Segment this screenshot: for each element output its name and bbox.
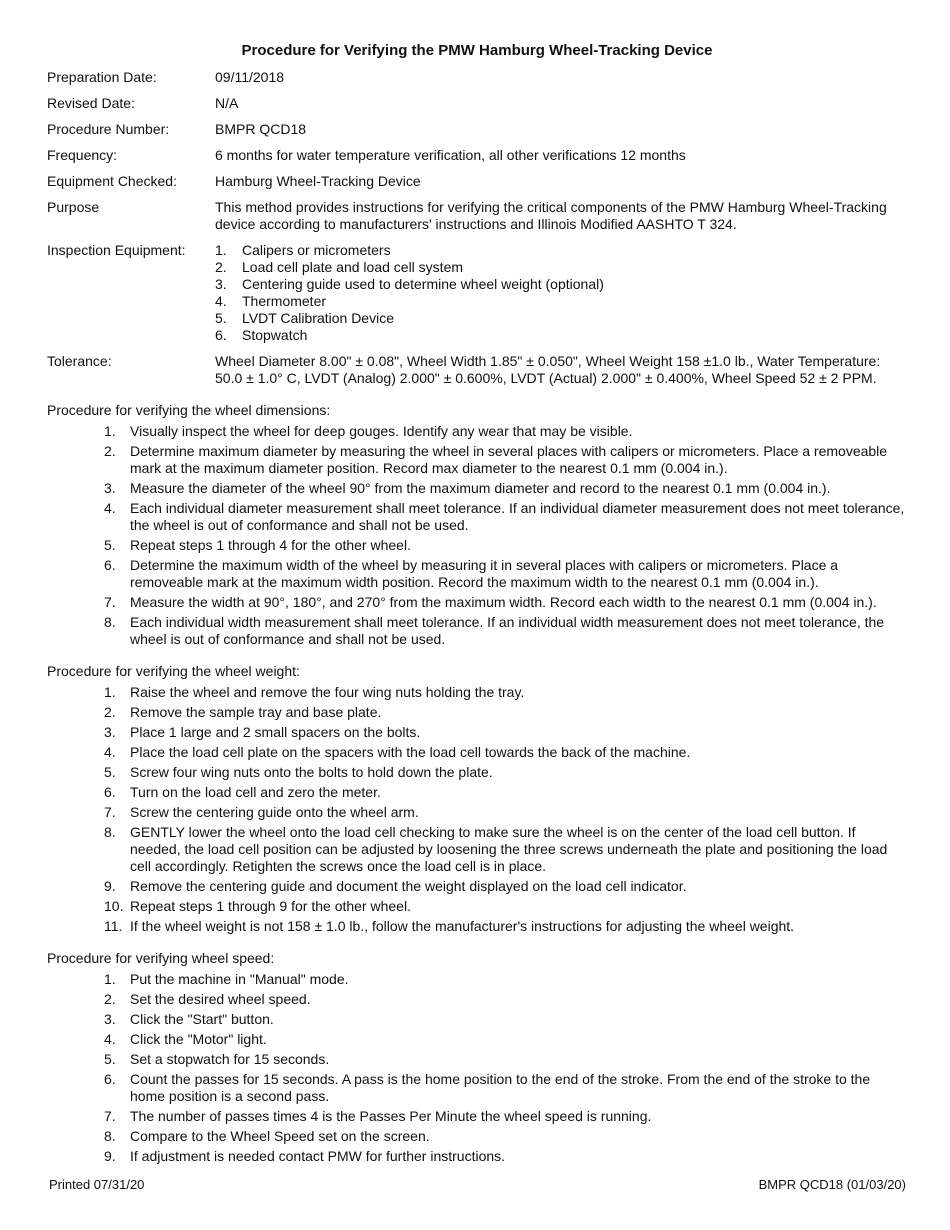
step-text: Remove the sample tray and base plate.: [130, 704, 382, 720]
meta-tolerance: [47, 353, 907, 387]
section-heading: Procedure for verifying the wheel dimensions:: [47, 402, 331, 418]
step-item: 8. Compare to the Wheel Speed set on the screen.: [47, 1128, 907, 1145]
step-text: Place 1 large and 2 small spacers on the bolts.: [130, 724, 421, 740]
step-item: 10. Repeat steps 1 through 9 for the other wheel.: [47, 898, 907, 915]
document-title: Procedure for Verifying the PMW Hamburg Wheel-Tracking Device: [241, 42, 713, 59]
step-item: 5. Set a stopwatch for 15 seconds.: [47, 1051, 907, 1068]
step-item: 1. Put the machine in "Manual" mode.: [47, 971, 907, 988]
meta-inspection-equipment: [47, 242, 907, 344]
section-wheel-weight: [47, 663, 907, 935]
meta-label: Frequency:: [47, 147, 118, 163]
step-text: Raise the wheel and remove the four wing nuts holding the tray.: [130, 684, 525, 700]
section-heading: Procedure for verifying the wheel weight:: [47, 663, 300, 679]
list-item-text: Centering guide used to determine wheel weight (optional): [242, 276, 604, 292]
step-text: Visually inspect the wheel for deep gouges. Identify any wear that may be visible.: [130, 423, 633, 439]
meta-value: This method provides instructions for verifying the critical components of the PMW Hamburg Wheel-Tracking device according to manufacturers' instructions and Illinois Modified AASHTO T 324.: [215, 199, 887, 232]
step-item: 8. GENTLY lower the wheel onto the load cell checking to make sure the wheel is on the center of the load cell button. If needed, the load cell position can be adjusted by loosening the three screws underneath the plate and positioning the load cell accordingly. Retighten the screws once the load cell is in place.: [47, 824, 907, 875]
meta-value: 6 months for water temperature verification, all other verifications 12 months: [215, 147, 686, 163]
list-item: 5. LVDT Calibration Device: [215, 310, 394, 326]
step-item: 9. Remove the centering guide and document the weight displayed on the load cell indicator.: [47, 878, 907, 895]
step-item: 4. Each individual diameter measurement shall meet tolerance. If an individual diameter measurement does not meet tolerance, the wheel is out of conformance and shall not be used.: [47, 500, 907, 534]
meta-equipment-checked: [47, 173, 907, 190]
step-item: 5. Repeat steps 1 through 4 for the other wheel.: [47, 537, 907, 554]
list-item: 4. Thermometer: [215, 293, 327, 309]
step-text: The number of passes times 4 is the Passes Per Minute the wheel speed is running.: [130, 1108, 652, 1124]
list-item: 3. Centering guide used to determine wheel weight (optional): [215, 276, 604, 292]
step-text: Place the load cell plate on the spacers with the load cell towards the back of the machine.: [130, 744, 691, 760]
steps-list: [47, 684, 907, 935]
list-item: 2. Load cell plate and load cell system: [215, 259, 464, 275]
step-item: 7. Measure the width at 90°, 180°, and 270° from the maximum width. Record each width to the nearest 0.1 mm (0.004 in.).: [47, 594, 907, 611]
meta-preparation-date: [47, 69, 907, 86]
step-item: 6. Count the passes for 15 seconds. A pass is the home position to the end of the stroke. From the end of the stroke to the home position is a second pass.: [47, 1071, 907, 1105]
list-item: 1. Calipers or micrometers: [215, 242, 391, 258]
steps-list: [47, 971, 907, 1165]
steps-list: [47, 423, 907, 648]
meta-value: Hamburg Wheel-Tracking Device: [215, 173, 421, 189]
meta-label: Revised Date:: [47, 95, 135, 111]
meta-revised-date: [47, 95, 907, 112]
step-text: Determine the maximum width of the wheel by measuring it in several places with calipers or micrometers. Place a removeable mark at the maximum width position. Record the maximum width to the nearest 0.1 mm (0.004 in.).: [130, 557, 839, 590]
list-item: 6. Stopwatch: [215, 327, 308, 343]
step-text: Click the "Motor" light.: [130, 1031, 267, 1047]
step-text: Measure the width at 90°, 180°, and 270° from the maximum width. Record each width to the nearest 0.1 mm (0.004 in.).: [130, 594, 877, 610]
step-text: Each individual width measurement shall meet tolerance. If an individual width measurement does not meet tolerance, the wheel is out of conformance and shall not be used.: [130, 614, 885, 647]
step-item: 7. Screw the centering guide onto the wheel arm.: [47, 804, 907, 821]
step-text: Repeat steps 1 through 9 for the other wheel.: [130, 898, 411, 914]
step-item: 2. Determine maximum diameter by measuring the wheel in several places with calipers or micrometers. Place a removeable mark at the maximum diameter position. Record max diameter to the nearest 0.1 mm (0.004 in.).: [47, 443, 907, 477]
meta-label: Procedure Number:: [47, 121, 170, 137]
page-footer: [49, 1176, 906, 1193]
step-item: 8. Each individual width measurement shall meet tolerance. If an individual width measurement does not meet tolerance, the wheel is out of conformance and shall not be used.: [47, 614, 907, 648]
step-text: Repeat steps 1 through 4 for the other wheel.: [130, 537, 411, 553]
step-text: Set a stopwatch for 15 seconds.: [130, 1051, 330, 1067]
step-item: 6. Turn on the load cell and zero the meter.: [47, 784, 907, 801]
step-text: GENTLY lower the wheel onto the load cell checking to make sure the wheel is on the center of the load cell button. If needed, the load cell position can be adjusted by loosening the three screws underneath the plate and positioning the load cell accordingly. Retighten the screws once the load cell is in place.: [130, 824, 888, 874]
meta-label: Inspection Equipment:: [47, 242, 186, 258]
step-item: 3. Click the "Start" button.: [47, 1011, 907, 1028]
section-wheel-speed: [47, 950, 907, 1165]
section-heading: Procedure for verifying wheel speed:: [47, 950, 275, 966]
step-text: Put the machine in "Manual" mode.: [130, 971, 349, 987]
step-item: 3. Place 1 large and 2 small spacers on the bolts.: [47, 724, 907, 741]
meta-label: Preparation Date:: [47, 69, 157, 85]
step-text: Determine maximum diameter by measuring the wheel in several places with calipers or micrometers. Place a removeable mark at the maximum diameter position. Record max diameter to the nearest 0.1 mm (0.004 in.).: [130, 443, 888, 476]
list-item-text: Load cell plate and load cell system: [242, 259, 464, 275]
step-text: Screw the centering guide onto the wheel arm.: [130, 804, 419, 820]
step-item: 3. Measure the diameter of the wheel 90° from the maximum diameter and record to the nearest 0.1 mm (0.004 in.).: [47, 480, 907, 497]
list-item-text: Stopwatch: [242, 327, 308, 343]
step-text: If the wheel weight is not 158 ± 1.0 lb., follow the manufacturer's instructions for adjusting the wheel weight.: [130, 918, 795, 934]
list-item-text: Thermometer: [242, 293, 327, 309]
step-text: Compare to the Wheel Speed set on the screen.: [130, 1128, 430, 1144]
step-item: 6. Determine the maximum width of the wheel by measuring it in several places with calipers or micrometers. Place a removeable mark at the maximum width position. Record the maximum width to the nearest 0.1 mm (0.004 in.).: [47, 557, 907, 591]
meta-purpose: [47, 199, 907, 233]
meta-frequency: [47, 147, 907, 164]
step-item: 5. Screw four wing nuts onto the bolts to hold down the plate.: [47, 764, 907, 781]
step-item: 1. Raise the wheel and remove the four wing nuts holding the tray.: [47, 684, 907, 701]
meta-value: [215, 242, 907, 344]
step-item: 4. Click the "Motor" light.: [47, 1031, 907, 1048]
meta-value: Wheel Diameter 8.00" ± 0.08", Wheel Width 1.85" ± 0.050", Wheel Weight 158 ±1.0 lb., Water Temperature: 50.0 ± 1.0° C, LVDT (Analog) 2.000" ± 0.600%, LVDT (Actual) 2.000" ± 0.400%, Wheel Speed 52 ± 2 PPM.: [215, 353, 881, 386]
step-text: Count the passes for 15 seconds. A pass is the home position to the end of the stroke. From the end of the stroke to the home position is a second pass.: [130, 1071, 871, 1104]
step-item: 4. Place the load cell plate on the spacers with the load cell towards the back of the machine.: [47, 744, 907, 761]
step-item: 2. Remove the sample tray and base plate.: [47, 704, 907, 721]
step-item: 2. Set the desired wheel speed.: [47, 991, 907, 1008]
step-text: Each individual diameter measurement shall meet tolerance. If an individual diameter measurement does not meet tolerance, the wheel is out of conformance and shall not be used.: [130, 500, 905, 533]
step-text: Remove the centering guide and document the weight displayed on the load cell indicator.: [130, 878, 687, 894]
meta-label: Purpose: [47, 199, 100, 215]
list-item-text: Calipers or micrometers: [242, 242, 391, 258]
step-text: Screw four wing nuts onto the bolts to hold down the plate.: [130, 764, 493, 780]
footer-document-id: BMPR QCD18 (01/03/20): [758, 1177, 906, 1192]
step-item: 9. If adjustment is needed contact PMW for further instructions.: [47, 1148, 907, 1165]
list-item-text: LVDT Calibration Device: [242, 310, 394, 326]
meta-label: Equipment Checked:: [47, 173, 177, 189]
step-text: Click the "Start" button.: [130, 1011, 274, 1027]
step-item: 7. The number of passes times 4 is the Passes Per Minute the wheel speed is running.: [47, 1108, 907, 1125]
meta-procedure-number: [47, 121, 907, 138]
step-text: If adjustment is needed contact PMW for further instructions.: [130, 1148, 506, 1164]
meta-value: 09/11/2018: [215, 69, 285, 85]
step-item: 11. If the wheel weight is not 158 ± 1.0 lb., follow the manufacturer's instructions for adjusting the wheel weight.: [47, 918, 907, 935]
meta-label: Tolerance:: [47, 353, 112, 369]
meta-value: BMPR QCD18: [215, 121, 307, 137]
step-item: 1. Visually inspect the wheel for deep gouges. Identify any wear that may be visible.: [47, 423, 907, 440]
meta-value: N/A: [215, 95, 239, 111]
footer-printed-date: Printed 07/31/20: [49, 1177, 145, 1192]
step-text: Turn on the load cell and zero the meter.: [130, 784, 381, 800]
step-text: Measure the diameter of the wheel 90° from the maximum diameter and record to the nearest 0.1 mm (0.004 in.).: [130, 480, 831, 496]
document-page: [47, 42, 907, 1168]
step-text: Set the desired wheel speed.: [130, 991, 311, 1007]
inspection-equipment-list: [215, 242, 907, 344]
section-wheel-dimensions: [47, 402, 907, 648]
